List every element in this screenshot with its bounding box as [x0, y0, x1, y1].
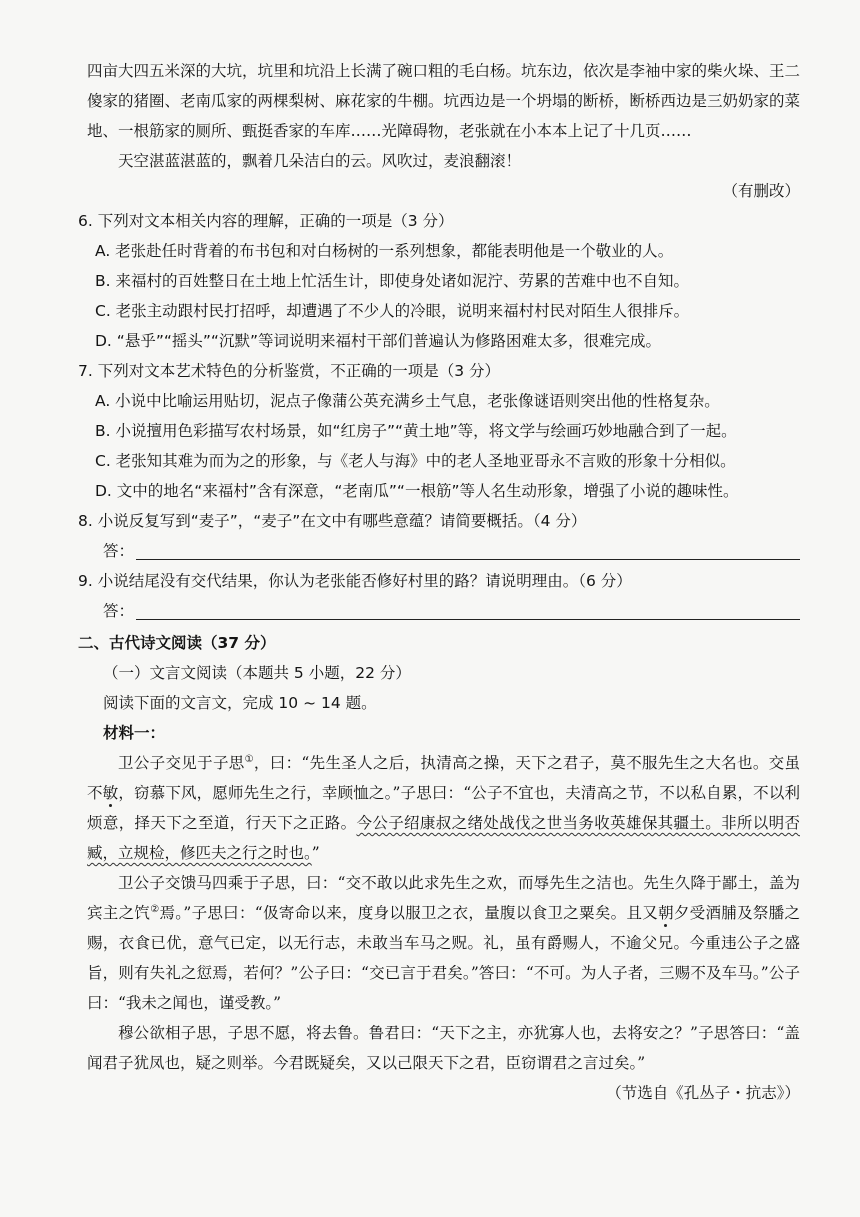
answer-blank[interactable]: [136, 599, 800, 620]
option-a: A. 小说中比喻运用贴切，泥点子像蒲公英充满乡土气息，老张像谜语则突出他的性格复杂。: [95, 392, 720, 410]
option-d: D. “悬乎”“摇头”“沉默”等词说明来福村干部们普遍认为修路困难太多，很难完成。: [95, 332, 661, 350]
question-7: [78, 356, 800, 506]
answer-label: 答：: [103, 542, 135, 560]
answer-blank[interactable]: [136, 539, 800, 560]
instruction: 阅读下面的文言文，完成 10 ~ 14 题。: [103, 694, 377, 712]
answer-label: 答：: [103, 602, 135, 620]
question-stem: 7. 下列对文本艺术特色的分析鉴赏，不正确的一项是（3 分）: [78, 362, 501, 380]
option-d: D. 文中的地名“来福村”含有深意，“老南瓜”“一根筋”等人名生动形象，增强了小说的趣味性。: [95, 482, 739, 500]
footnote-marker: ②: [150, 903, 160, 915]
option-b: B. 来福村的百姓整日在土地上忙活生计，即使身处诸如泥泞、劳累的苦难中也不自知。: [95, 272, 689, 290]
option-a: A. 老张赴任时背着的布书包和对白杨树的一系列想象，都能表明他是一个敬业的人。: [95, 242, 674, 260]
section-title: 二、古代诗文阅读（37 分）: [78, 634, 276, 652]
question-8: [78, 506, 800, 566]
option-b: B. 小说擅用色彩描写农村场景，如“红房子”“黄土地”等，将文学与绘画巧妙地融合到了一起。: [95, 422, 737, 440]
question-stem: 8. 小说反复写到“麦子”，“麦子”在文中有哪些意蕴？请简要概括。（4 分）: [78, 512, 587, 530]
option-c: C. 老张主动跟村民打招呼，却遭遇了不少人的冷眼，说明来福村村民对陌生人很排斥。: [95, 302, 690, 320]
wavy-underline-sentence: 今公子绍康叔之绪处战伐之世当务收英雄保其疆土。非所以明否臧，立规检，修匹夫之行之时也。: [87, 814, 800, 862]
question-stem: 9. 小说结尾没有交代结果，你认为老张能否修好村里的路？请说明理由。（6 分）: [78, 572, 632, 590]
classical-paragraph-2: 卫公子交馈马四乘于子思，曰：“交不敢以此求先生之欢，而辱先生之洁也。先生久降于鄙土，盖为宾主之饩②焉。”子思曰：“伋寄命以来，度身以服卫之衣，量腹以食卫之粟矣。且又朝夕受酒脯及祭膰之赐，衣食已优，意气已定，以无行志，未敢当车马之贶。礼，虽有爵赐人，不逾父兄。今重违公子之盛旨，则有失礼之愆焉，若何？”公子曰：“交已言于君矣。”答曰：“不可。为人子者，三赐不及车马。”公子曰：“我未之闻也，谨受教。”: [87, 874, 800, 1012]
question-6: [78, 206, 800, 356]
footnote-marker: ①: [244, 753, 254, 765]
emphasis-dot: 敏: [102, 784, 119, 802]
abridged-note: （有删改）: [722, 182, 800, 200]
classical-paragraph-3: 穆公欲相子思，子思不愿，将去鲁。鲁君曰：“天下之主，亦犹寡人也，去将安之？”子思答曰：“盖闻君子犹凤也，疑之则举。今君既疑矣，又以己限天下之君，臣窃谓君之言过矣。”: [87, 1024, 800, 1072]
material-label: 材料一：: [103, 724, 166, 742]
source-note: （节选自《孔丛子・抗志》）: [606, 1084, 800, 1102]
answer-line[interactable]: [87, 536, 800, 566]
subsection-title: （一）文言文阅读（本题共 5 小题，22 分）: [103, 664, 411, 682]
option-c: C. 老张知其难为而为之的形象，与《老人与海》中的老人圣地亚哥永不言败的形象十分相似。: [95, 452, 736, 470]
question-9: [78, 566, 800, 626]
emphasis-dot: 朝: [658, 904, 674, 922]
classical-paragraph-1: 卫公子交见于子思①，曰：“先生圣人之后，执清高之操，天下之君子，莫不服先生之大名也。交虽不敏，窃慕下风，愿师先生之行，幸顾恤之。”子思曰：“公子不宜也，夫清高之节，不以私自累，不以利烦意，择天下之至道，行天下之正路。今公子绍康叔之绪处战伐之世当务收英雄保其疆土。非所以明否臧，立规检，修匹夫之行之时也。”: [87, 753, 800, 862]
question-stem: 6. 下列对文本相关内容的理解，正确的一项是（3 分）: [78, 212, 454, 230]
story-paragraph: 四亩大四五米深的大坑，坑里和坑沿上长满了碗口粗的毛白杨。坑东边，依次是李袖中家的柴火垛、王二傻家的猪圈、老南瓜家的两棵梨树、麻花家的牛棚。坑西边是一个坍塌的断桥，断桥西边是三奶奶家的菜地、一根筋家的厕所、甄挺香家的车库……光障碍物，老张就在小本本上记了十几页……: [87, 62, 801, 140]
story-paragraph: 天空湛蓝湛蓝的，飘着几朵洁白的云。风吹过，麦浪翻滚！: [118, 152, 522, 170]
answer-line[interactable]: [87, 596, 800, 626]
